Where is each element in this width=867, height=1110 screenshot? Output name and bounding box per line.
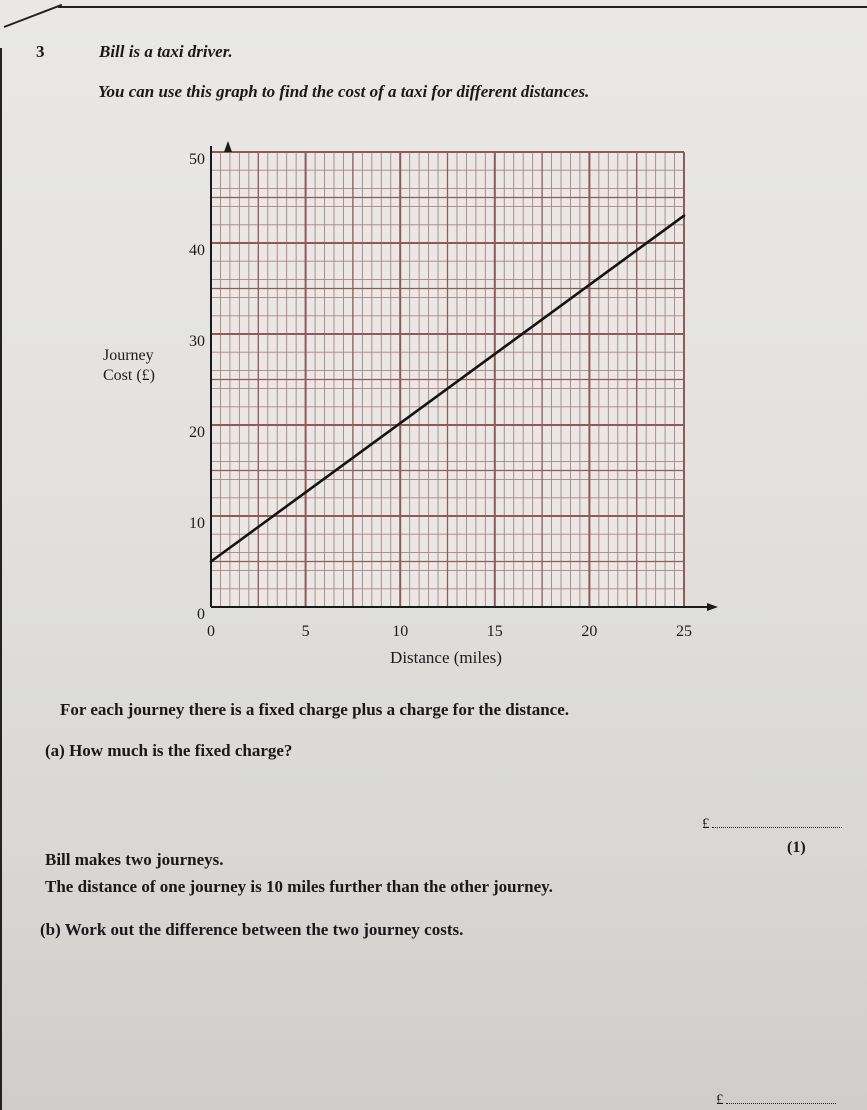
context-line1: Bill makes two journeys. bbox=[45, 850, 224, 869]
part-b-currency: £ bbox=[716, 1092, 724, 1108]
y-axis-label-line1: Journey bbox=[103, 347, 154, 364]
context-line2: The distance of one journey is 10 miles further than the other journey. bbox=[45, 877, 553, 896]
x-tick-label: 5 bbox=[301, 623, 310, 640]
graph-axes bbox=[211, 141, 718, 611]
graph-series bbox=[211, 216, 684, 562]
y-axis-label-line2: Cost (£) bbox=[103, 367, 155, 384]
y-tick-label: 40 bbox=[189, 242, 205, 259]
question-border-left bbox=[0, 48, 2, 1110]
x-axis-label: Distance (miles) bbox=[390, 648, 502, 667]
part-a-answer-dots[interactable] bbox=[712, 827, 842, 828]
y-tick-label: 50 bbox=[189, 151, 205, 168]
x-tick-label: 20 bbox=[581, 623, 598, 640]
y-tick-label: 10 bbox=[189, 515, 205, 532]
plot-background bbox=[211, 152, 684, 607]
x-axis-arrow bbox=[707, 603, 718, 611]
part-b-answer-line[interactable] bbox=[716, 1092, 836, 1109]
x-tick-label: 15 bbox=[486, 623, 503, 640]
x-tick-label: 10 bbox=[392, 623, 409, 640]
y-tick-label: 20 bbox=[189, 424, 205, 441]
y-tick-label: 0 bbox=[197, 606, 205, 623]
question-intro-line1: Bill is a taxi driver. bbox=[99, 42, 233, 61]
part-b-question: (b) Work out the difference between the two journey costs. bbox=[40, 920, 464, 939]
x-tick-label: 0 bbox=[207, 623, 215, 640]
question-border-top bbox=[58, 6, 867, 8]
part-a-answer-line[interactable] bbox=[702, 816, 842, 833]
part-a-marks: (1) bbox=[787, 839, 806, 856]
part-b-answer-dots[interactable] bbox=[726, 1103, 836, 1104]
y-axis-arrow bbox=[224, 141, 232, 152]
part-a-currency: £ bbox=[702, 816, 710, 832]
question-number: 3 bbox=[36, 42, 45, 61]
x-tick-label: 25 bbox=[676, 623, 692, 640]
question-border-corner bbox=[4, 4, 63, 28]
cost-line-series-0 bbox=[211, 216, 684, 562]
question-intro-line2: You can use this graph to find the cost of a taxi for different distances. bbox=[98, 82, 590, 101]
graph-labels bbox=[103, 151, 692, 667]
graph-grid bbox=[211, 152, 684, 607]
part-a-question: (a) How much is the fixed charge? bbox=[45, 741, 293, 760]
y-tick-label: 30 bbox=[189, 333, 205, 350]
statement-text: For each journey there is a fixed charge plus a charge for the distance. bbox=[60, 700, 569, 719]
